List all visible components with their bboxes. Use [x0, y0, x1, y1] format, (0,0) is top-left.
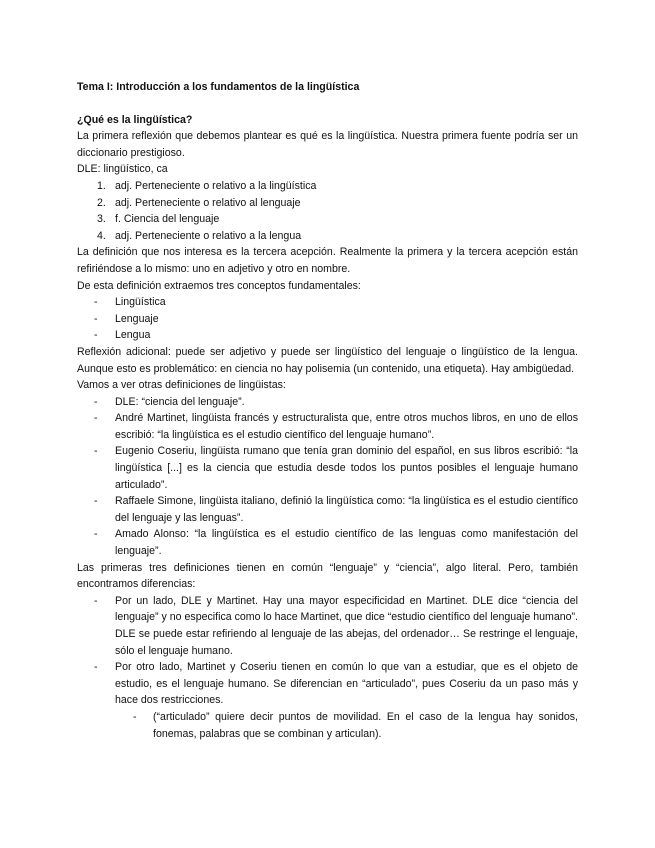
list-item-text: Lengua [115, 329, 151, 342]
list-item-text: adj. Perteneciente o relativo al lenguaje [115, 196, 301, 209]
list-item [77, 526, 578, 559]
list-item-text: adj. Perteneciente o relativo a la lingüística [115, 179, 317, 192]
differences-paragraph: Las primeras tres definiciones tienen en común “lenguaje” y “ciencia”, algo literal. Pero, también encontramos diferencias: [77, 561, 578, 591]
list-item-text: adj. Perteneciente o relativo a la lengua [115, 229, 302, 242]
linguist-definitions-list [77, 394, 578, 560]
list-item [77, 294, 578, 311]
dash-marker: - [94, 528, 98, 541]
list-item-text: Amado Alonso: “la lingüística es el estudio científico de las lenguas como manifestación del lenguaje”. [115, 528, 578, 558]
definition-paragraph: La definición que nos interesa es la tercera acepción. Realmente la primera y la tercera acepción están refiriéndose a lo mismo: uno en adjetivo y otro en nombre. [77, 246, 578, 275]
nested-list-item [77, 709, 578, 742]
list-number: 2. [97, 196, 106, 209]
dash-marker: - [94, 312, 98, 325]
list-number: 3. [97, 213, 106, 226]
dash-marker: - [94, 296, 98, 309]
list-item [77, 443, 578, 493]
dash-marker: - [94, 445, 98, 458]
dash-marker: - [94, 495, 98, 508]
dle-entry: DLE: lingüístico, ca [77, 163, 168, 176]
list-item-text: DLE: “ciencia del lenguaje”. [115, 395, 245, 408]
list-item [77, 493, 578, 526]
list-item [77, 394, 578, 411]
intro-paragraph: La primera reflexión que debemos plantear es qué es la lingüística. Nuestra primera fuente podría ser un diccionario prestigioso. [77, 130, 578, 159]
differences-list [77, 593, 578, 709]
dash-marker: - [133, 710, 137, 723]
list-item-text: Lenguaje [115, 312, 159, 325]
list-item [77, 178, 578, 195]
concepts-intro-paragraph: De esta definición extraemos tres conceptos fundamentales: [77, 279, 361, 292]
other-definitions-paragraph: Vamos a ver otras definiciones de lingüistas: [77, 379, 286, 392]
list-item [77, 593, 578, 659]
list-item-text: Raffaele Simone, lingüista italiano, definió la lingüística como: “la lingüística es el estudio científico del lenguaje y las lenguas”. [115, 495, 578, 524]
list-item [77, 195, 578, 212]
list-item [77, 327, 578, 344]
list-item-text: (“articulado” quiere decir puntos de movilidad. En el caso de la lengua hay sonidos, fonemas, palabras que se combinan y articulan). [153, 710, 578, 740]
list-item [77, 410, 578, 443]
list-item-text: Por otro lado, Martinet y Coseriu tienen en común lo que van a estudiar, que es el objeto de estudio, es el lenguaje humano. Se diferencian en “articulado”, pues Coseriu da un paso más y hace dos restricciones. [115, 661, 578, 707]
list-item-text: Por un lado, DLE y Martinet. Hay una mayor especificidad en Martinet. DLE dice “ciencia del lenguaje” y no especifica como lo hace Martinet, que dice “estudio científico del lenguaje humano”. DLE se puede estar refiriendo al lenguaje de las abejas, del ordenador… Se restringe el lenguaje, sólo el lenguaje humano. [115, 594, 578, 657]
list-item [77, 659, 578, 709]
list-number: 4. [97, 229, 106, 242]
list-item-text: Lingüística [115, 296, 166, 309]
dash-marker: - [94, 661, 98, 674]
list-item [77, 211, 578, 228]
list-number: 1. [97, 179, 106, 192]
list-item [77, 311, 578, 328]
list-item-text: f. Ciencia del lenguaje [115, 213, 220, 226]
concepts-list [77, 294, 578, 344]
document-title: Tema I: Introducción a los fundamentos de la lingüística [77, 81, 360, 93]
dash-marker: - [94, 329, 98, 342]
dash-marker: - [94, 412, 98, 425]
reflection-paragraph: Reflexión adicional: puede ser adjetivo y puede ser lingüístico del lenguaje o lingüístico de la lengua. Aunque esto es problemático: en ciencia no hay polisemia (un contenido, una etiqueta). Hay ambigüedad. [77, 345, 578, 375]
dle-definition-list [77, 178, 578, 244]
spacer [77, 96, 578, 112]
dash-marker: - [94, 395, 98, 408]
document-body [77, 79, 578, 742]
section-heading: ¿Qué es la lingüística? [77, 113, 193, 126]
list-item-text: André Martinet, lingüista francés y estructuralista que, entre otros muchos libros, en uno de ellos escribió: “la lingüística es el estudio científico del lenguaje humano”. [115, 412, 578, 441]
dash-marker: - [94, 594, 98, 607]
list-item [77, 228, 578, 245]
list-item-text: Eugenio Coseriu, lingüista rumano que tenía gran dominio del español, en sus libros escribió: “la lingüística [...] es la ciencia que estudia desde todos los puntos posibles el lenguaje humano articulado”. [115, 445, 578, 491]
